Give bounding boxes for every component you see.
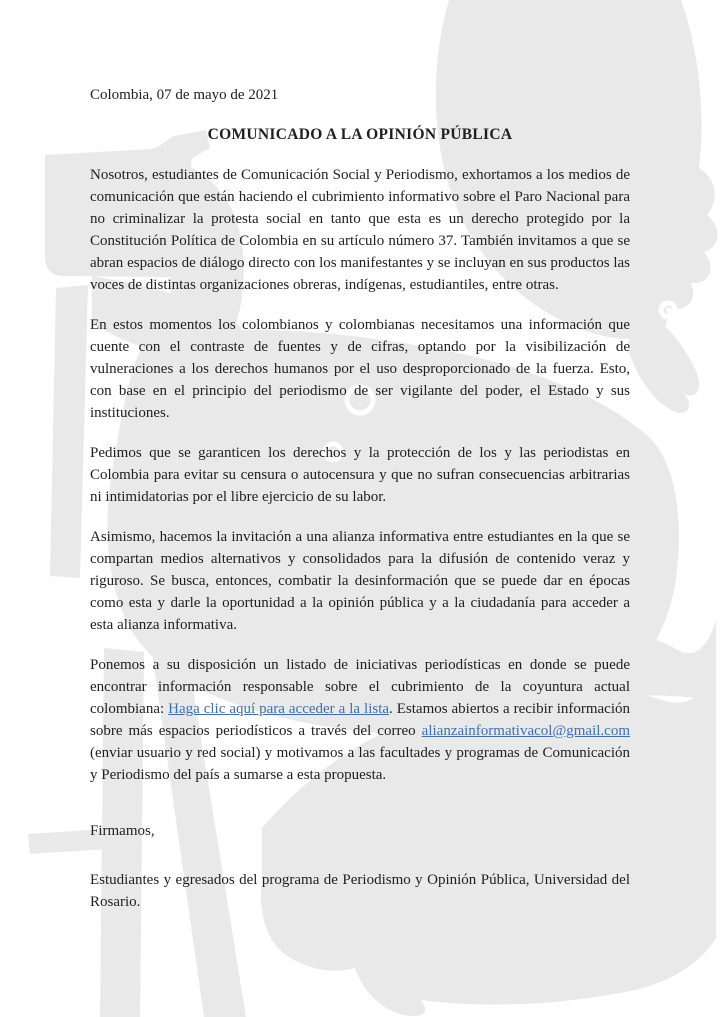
paragraph-initiatives-text-after-email: (enviar usuario y red social) y motivamos a las facultades y programas de Comunicación y Periodismo del país a sumarse a esta propuesta. xyxy=(90,745,630,783)
page-title: COMUNICADO A LA OPINIÓN PÚBLICA xyxy=(207,126,513,143)
date-line: Colombia, 07 de mayo de 2021 xyxy=(90,87,279,103)
email-hyperlink[interactable]: alianzainformativacol@gmail.com xyxy=(421,723,630,739)
paragraph-information-need: En estos momentos los colombianos y colombianas necesitamos una información que cuente con el contraste de fuentes y de cifras, optando por la visibilización de vulneraciones a los derechos humanos por el uso desproporcionado de la fuerza. Esto, con base en el principio del periodismo de ser vigilante del poder, el Estado y sus instituciones. xyxy=(90,317,630,421)
paragraph-journalist-protection: Pedimos que se garanticen los derechos y la protección de los y las periodistas en Colombia para evitar su censura o autocensura y que no sufran consecuencias arbitrarias ni intimidatorias por el libre ejercicio de su labor. xyxy=(90,445,630,505)
paragraph-student-alliance: Asimismo, hacemos la invitación a una alianza informativa entre estudiantes en la que se compartan medios alternativos y consolidados para la difusión de contenido veraz y riguroso. Se busca, entonces, combatir la desinformación que se puede dar en épocas como esta y darle la oportunidad a la opinión pública y a la ciudadanía para acceder a esta alianza informativa. xyxy=(90,529,630,633)
list-hyperlink[interactable]: Haga clic aquí para acceder a la lista xyxy=(168,701,390,717)
closing-line: Firmamos, xyxy=(90,823,155,839)
paragraph-initiatives-text-before-link: Ponemos a su disposición un listado de iniciativas periodísticas en donde se puede encontrar información responsable sobre el cubrimiento de la coyuntura actual colombiana: xyxy=(90,657,630,717)
paragraph-initiatives-text-between-links: . Estamos abiertos a recibir información sobre más espacios periodísticos a través del correo xyxy=(90,701,630,739)
paragraph-initiatives-list xyxy=(90,654,630,786)
paragraph-media-exhortation: Nosotros, estudiantes de Comunicación Social y Periodismo, exhortamos a los medios de comunicación que están haciendo el cubrimiento informativo sobre el Paro Nacional para no criminalizar la protesta social en tanto que esta es un derecho protegido por la Constitución Política de Colombia en su artículo número 37. También invitamos a que se abran espacios de diálogo directo con los manifestantes y se incluyan en sus productos las voces de distintas organizaciones obreras, indígenas, estudiantiles, entre otras. xyxy=(90,167,630,293)
signature-line: Estudiantes y egresados del programa de Periodismo y Opinión Pública, Universidad del Rosario. xyxy=(90,872,630,910)
